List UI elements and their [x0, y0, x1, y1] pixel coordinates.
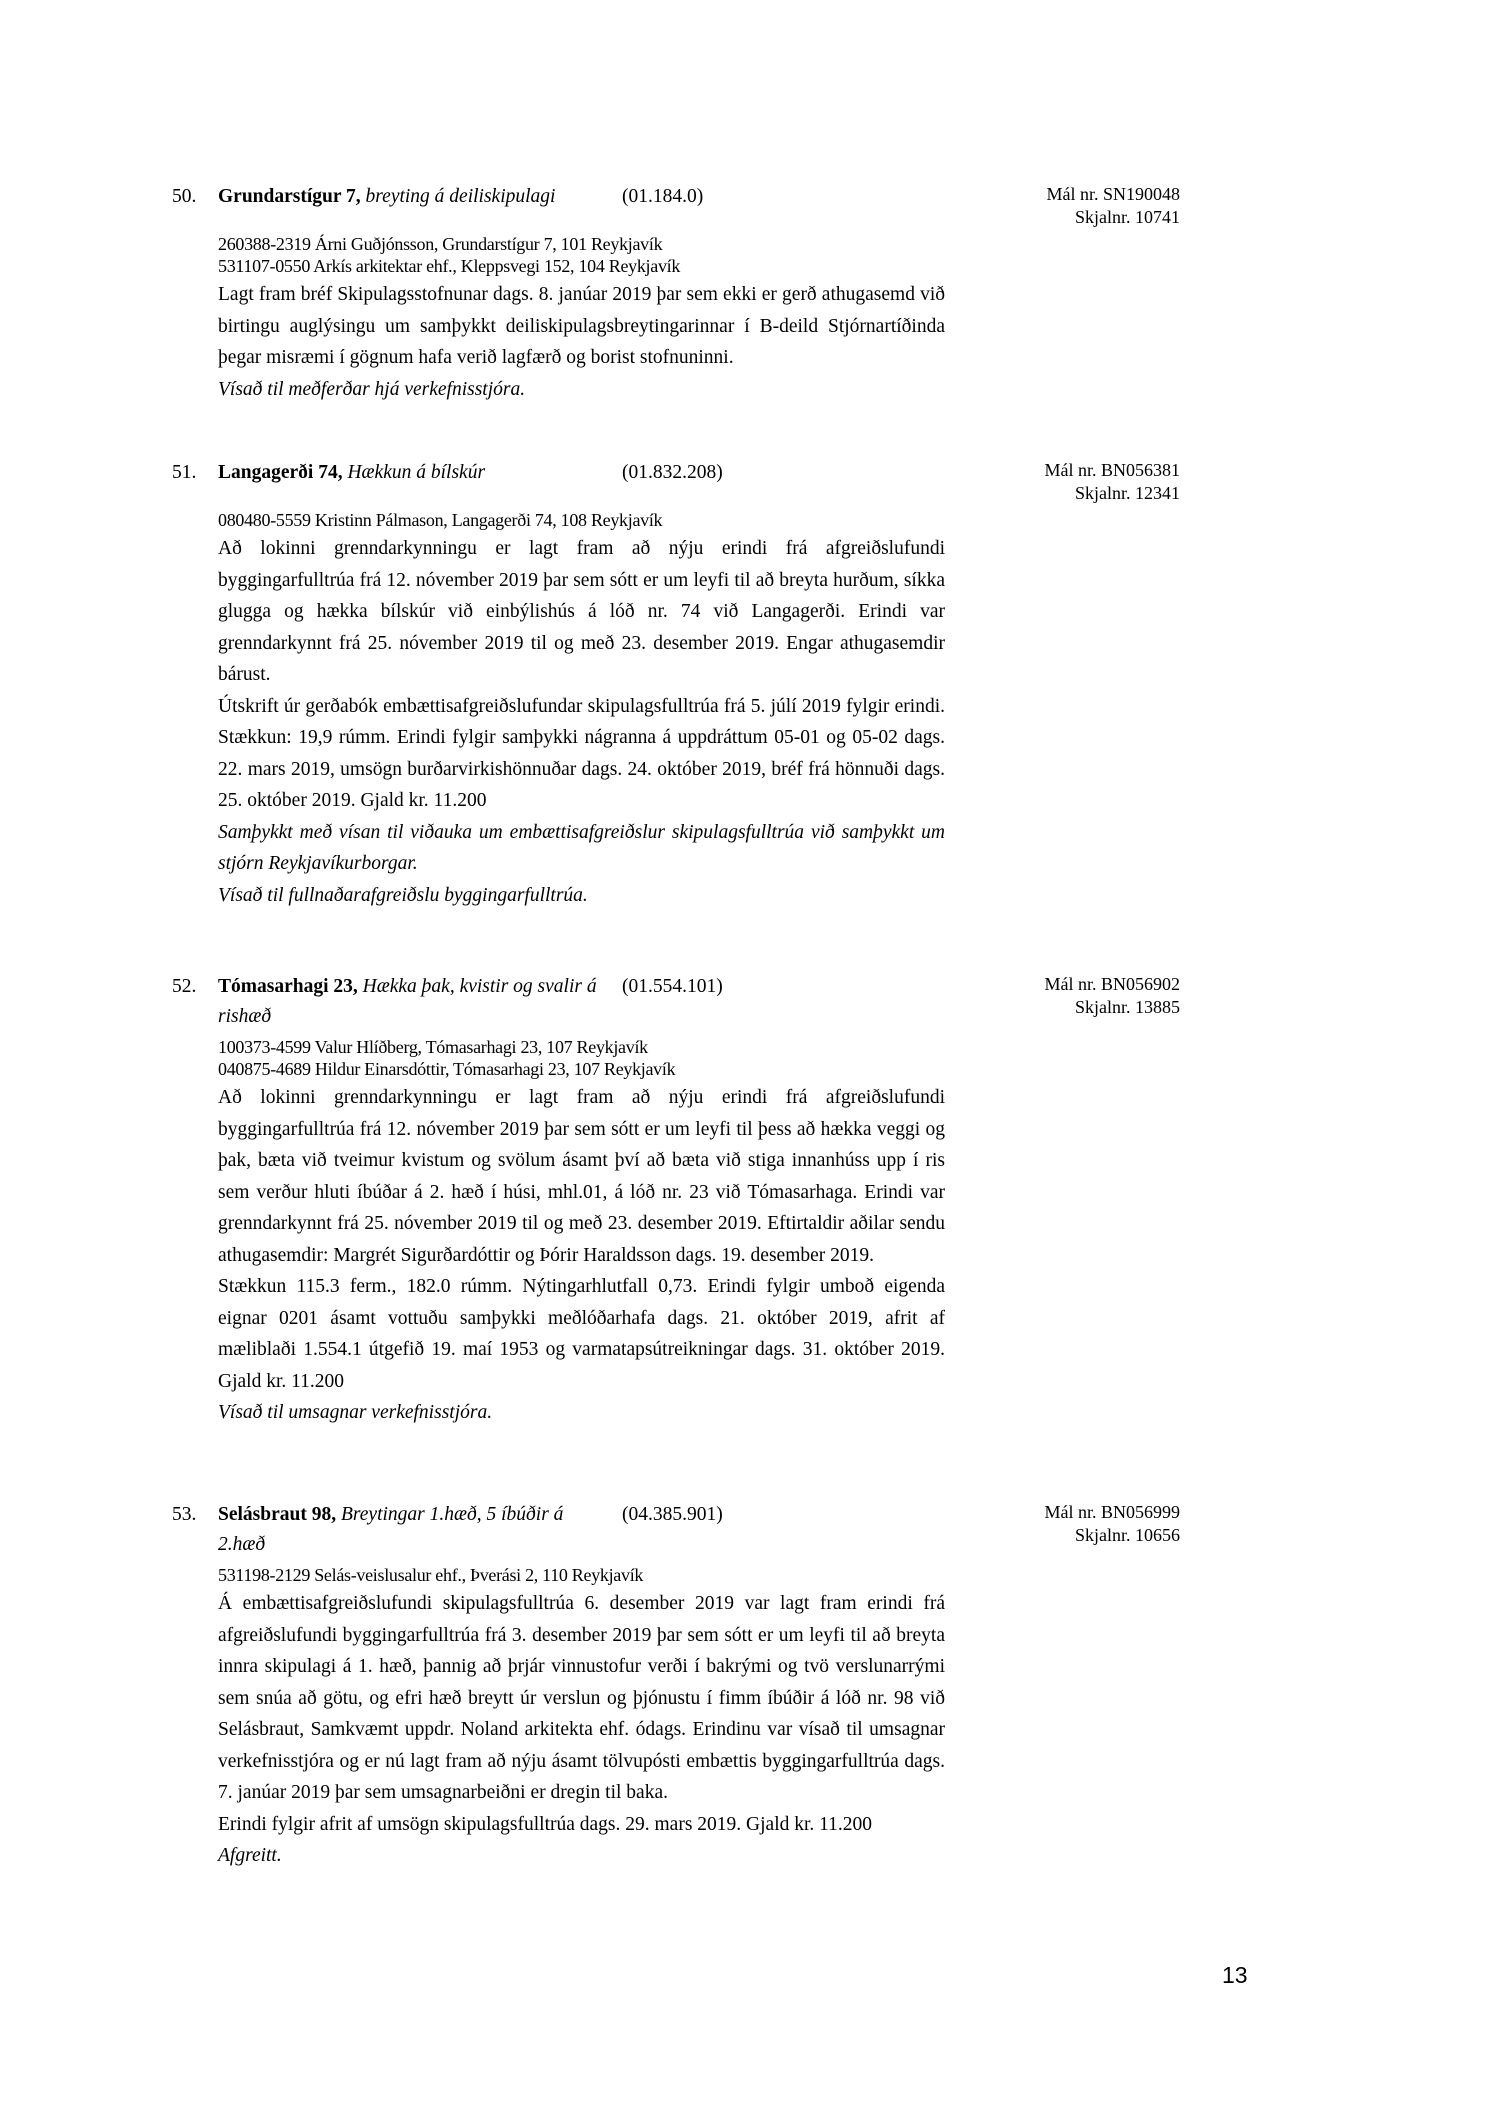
case-number: Mál nr. SN190048 [1046, 184, 1180, 204]
registrants [218, 1036, 958, 1080]
case-number: Mál nr. BN056999 [1044, 1502, 1180, 1522]
registrant-line: 531107-0550 Arkís arkitektar ehf., Kleppsvegi 152, 104 Reykjavík [218, 256, 681, 276]
registrant-line: 531198-2129 Selás-veislusalur ehf., Þverási 2, 110 Reykjavík [218, 1565, 644, 1585]
document-number: Skjalnr. 13885 [1074, 997, 1180, 1017]
item-address: Langagerði 74, [218, 462, 343, 483]
item-number: 52. [172, 976, 197, 997]
item-title [218, 1500, 608, 1560]
verdict-paragraph: Vísað til meðferðar hjá verkefnisstjóra. [218, 378, 526, 400]
plot-code: (01.554.101) [622, 976, 723, 997]
document-number: Skjalnr. 10656 [1074, 1525, 1180, 1545]
item-subtitle: breyting á deiliskipulagi [365, 186, 556, 207]
body-paragraph: Að lokinni grenndarkynningu er lagt fram að nýju erindi frá afgreiðslufundi byggingarfulltrúa frá 12. nóvember 2019 þar sem sótt er um leyfi til að breyta hurðum, síkka glugga og hækka bílskúr við einbýlishús á lóð nr. 74 við Langagerði. Erindi var grenndarkynnt frá 25. nóvember 2019 til og með 23. desember 2019. Engar athugasemdir bárust. [218, 538, 945, 685]
case-number: Mál nr. BN056381 [1044, 460, 1180, 480]
registrant-line: 080480-5559 Kristinn Pálmason, Langagerði 74, 108 Reykjavík [218, 510, 663, 530]
item-title [218, 182, 608, 212]
item-header [172, 1500, 1180, 1560]
item-header [172, 458, 1180, 505]
case-numbers [1046, 182, 1180, 229]
plot-code: (04.385.901) [622, 1504, 723, 1525]
item-body [218, 279, 945, 405]
item-address: Grundarstígur 7, [218, 186, 361, 207]
item-number: 50. [172, 186, 197, 207]
item-address: Tómasarhagi 23, [218, 976, 358, 997]
verdict-paragraph: Vísað til umsagnar verkefnisstjóra. [218, 1402, 493, 1423]
body-paragraph: Lagt fram bréf Skipulagsstofnunar dags. 8. janúar 2019 þar sem ekki er gerð athugasemd við birtingu auglýsingu um samþykkt deiliskipulagsbreytingarinnar í B-deild Stjórnartíðinda þegar misræmi í gögnum hafa verið lagfærð og borist stofnuninni. [218, 284, 945, 368]
agenda-item-52 [172, 972, 1180, 1429]
item-header [172, 972, 1180, 1032]
registrant-line: 260388-2319 Árni Guðjónsson, Grundarstígur 7, 101 Reykjavík [218, 234, 663, 254]
item-header [172, 182, 1180, 229]
item-body [218, 533, 945, 911]
body-paragraph: Útskrift úr gerðabók embættisafgreiðslufundar skipulagsfulltrúa frá 5. júlí 2019 fylgir erindi. Stækkun: 19,9 rúmm. Erindi fylgir samþykki nágranna á uppdráttum 05-01 og 05-02 dags. 22. mars 2019, umsögn burðarvirkishönnuðar dags. 24. október 2019, bréf frá hönnuði dags. 25. október 2019. Gjald kr. 11.200 [218, 695, 945, 811]
agenda-item-50 [172, 182, 1180, 405]
case-numbers [1044, 458, 1180, 505]
body-paragraph: Að lokinni grenndarkynningu er lagt fram að nýju erindi frá afgreiðslufundi byggingarfulltrúa frá 12. nóvember 2019 þar sem sótt er um leyfi til þess að hækka veggi og þak, bæta við tveimur kvistum og svölum ásamt því að bæta við stiga innanhúss upp í ris sem verður hluti íbúðar á 2. hæð í húsi, mhl.01, á lóð nr. 23 við Tómasarhaga. Erindi var grenndarkynnt frá 25. nóvember 2019 til og með 23. desember 2019. Eftirtaldir aðilar sendu athugasemdir: Margrét Sigurðardóttir og Þórir Haraldsson dags. 19. desember 2019. [218, 1087, 945, 1266]
verdict-paragraph: Afgreitt. [218, 1845, 282, 1866]
body-paragraph: Erindi fylgir afrit af umsögn skipulagsfulltrúa dags. 29. mars 2019. Gjald kr. 11.200 [218, 1813, 873, 1835]
case-numbers [1044, 972, 1180, 1019]
plot-code: (01.184.0) [622, 186, 704, 207]
document-number: Skjalnr. 12341 [1074, 483, 1180, 503]
registrants [218, 509, 958, 531]
page-number: 13 [1222, 1962, 1248, 1988]
registrant-line: 040875-4689 Hildur Einarsdóttir, Tómasarhagi 23, 107 Reykjavík [218, 1059, 676, 1079]
verdict-paragraph: Vísað til fullnaðarafgreiðslu byggingarfulltrúa. [218, 884, 588, 906]
registrants [218, 1564, 958, 1586]
item-number: 53. [172, 1504, 197, 1525]
document-number: Skjalnr. 10741 [1074, 207, 1180, 227]
agenda-item-51 [172, 458, 1180, 911]
case-number: Mál nr. BN056902 [1044, 974, 1180, 994]
item-address: Selásbraut 98, [218, 1504, 337, 1525]
item-body [218, 1082, 945, 1429]
item-subtitle: Breytingar 1.hæð, 5 íbúðir á 2.hæð [218, 1504, 564, 1555]
item-number: 51. [172, 462, 197, 483]
registrant-line: 100373-4599 Valur Hlíðberg, Tómasarhagi 23, 107 Reykjavík [218, 1037, 648, 1057]
agenda-item-53 [172, 1500, 1180, 1872]
item-title [218, 972, 608, 1032]
item-body [218, 1588, 945, 1872]
body-paragraph: Stækkun 115.3 ferm., 182.0 rúmm. Nýtingarhlutfall 0,73. Erindi fylgir umboð eigenda eignar 0201 ásamt vottuðu samþykki meðlóðarhafa dags. 21. október 2019, afrit af mæliblaði 1.554.1 útgefið 19. maí 1953 og varmatapsútreikningar dags. 31. október 2019. Gjald kr. 11.200 [218, 1276, 945, 1392]
plot-code: (01.832.208) [622, 462, 723, 483]
item-title [218, 458, 608, 488]
body-paragraph: Á embættisafgreiðslufundi skipulagsfulltrúa 6. desember 2019 var lagt fram erindi frá afgreiðslufundi byggingarfulltrúa frá 3. desember 2019 þar sem sótt er um leyfi til að breyta innra skipulagi á 1. hæð, þannig að þrjár vinnustofur verði í bakrými og tvö verslunarrými sem snúa að götu, og efri hæð breytt úr verslun og þjónustu í fimm íbúðir á lóð nr. 98 við Selásbraut, Samkvæmt uppdr. Noland arkitekta ehf. ódags. Erindinu var vísað til umsagnar verkefnisstjóra og er nú lagt fram að nýju ásamt tölvupósti embættis byggingarfulltrúa dags. 7. janúar 2019 þar sem umsagnarbeiðni er dregin til baka. [218, 1593, 945, 1803]
item-subtitle: Hækkun á bílskúr [347, 462, 486, 483]
registrants [218, 233, 958, 277]
verdict-paragraph: Samþykkt með vísan til viðauka um embættisafgreiðslur skipulagsfulltrúa við samþykkt um stjórn Reykjavíkurborgar. [218, 821, 945, 874]
item-subtitle: Hækka þak, kvistir og svalir á rishæð [218, 976, 597, 1027]
case-numbers [1044, 1500, 1180, 1547]
